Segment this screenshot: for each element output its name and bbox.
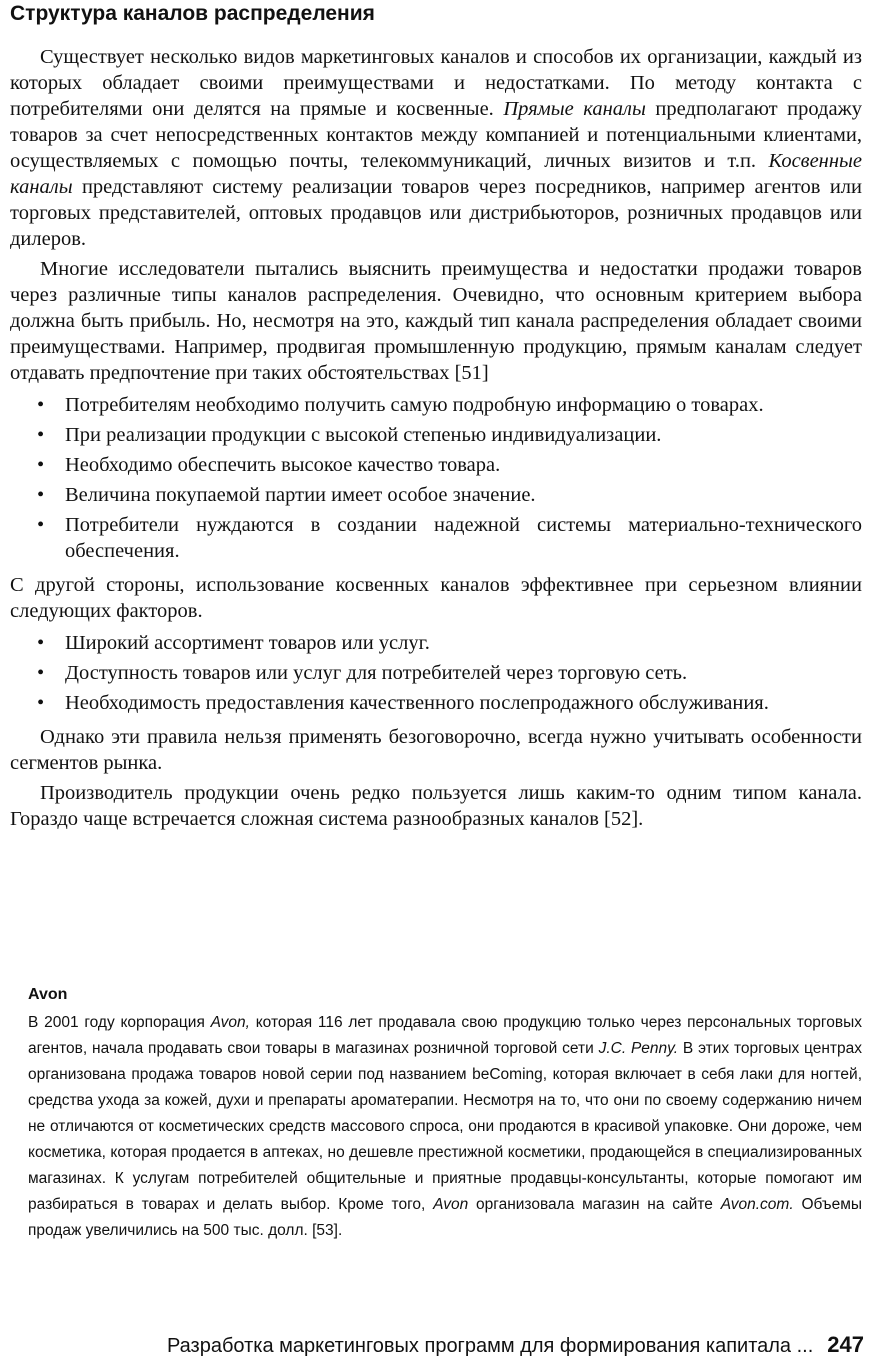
box-text-part: В этих торговых центрах организована продажа товаров новой серии под названием beComing, которая включает в себя лаки для ногтей, средства ухода за кожей, духи и препараты ароматерапии. Несмотря на то, что они по своему содержанию ничем не отличаются от косметических средств массового спроса, они продаются в красивой упаковке. Они дороже, чем косметика, которая продается в аптеках, но дешевле престижной косметики, продающейся в специализированных магазинах. К услугам потребителей общительные и приятные продавцы-консультанты, которые помогают им разбираться в товарах и делать выбор. Кроме того, bbox=[28, 1040, 863, 1213]
list-item: • Величина покупаемой партии имеет особое значение. bbox=[10, 482, 862, 508]
box-text bbox=[28, 1010, 862, 1244]
paragraph-1 bbox=[10, 44, 862, 252]
list-indirect-channels bbox=[10, 630, 862, 716]
term-direct-channels: Прямые каналы bbox=[503, 98, 646, 120]
box-text-part: организовала магазин на сайте bbox=[468, 1196, 721, 1213]
box-title: Avon bbox=[28, 986, 68, 1003]
list-direct-channels bbox=[10, 392, 862, 564]
paragraph-2: Многие исследователи пытались выяснить преимущества и недостатки продажи товаров через различные типы каналов распределения. Очевидно, что основным критерием выбора должна быть прибыль. Но, несмотря на это, каждый тип канала распределения обладает своими преимуществами. Например, продвигая промышленную продукцию, прямым каналам следует отдавать предпочтение при таких обстоятельствах [51] bbox=[10, 258, 862, 384]
box-italic: Avon bbox=[433, 1196, 469, 1213]
list-item: • Потребителям необходимо получить самую подробную информацию о товарах. bbox=[10, 392, 862, 418]
body-text bbox=[10, 44, 862, 836]
box-italic: Avon.com. bbox=[720, 1196, 794, 1213]
avon-case-box bbox=[10, 984, 862, 1244]
box-text-part: которая 116 лет продавала свою продукцию только через персональных торговых агентов, начала продавать свои товары в магазинах розничной торговой сети bbox=[28, 1014, 862, 1057]
paragraph-5: Производитель продукции очень редко пользуется лишь каким-то одним типом канала. Гораздо чаще встречается сложная система разнообразных каналов [52]. bbox=[10, 782, 862, 830]
page-footer bbox=[167, 1331, 864, 1360]
box-text-part: Объемы продаж увеличились на 500 тыс. долл. [53]. bbox=[28, 1196, 862, 1239]
p1-part-a: Существует несколько видов маркетинговых каналов и способов их организации, каждый из которых обладает своими преимуществами и недостатками. По методу контакта с потребителями они делятся на прямые и косвенные. bbox=[10, 46, 862, 120]
list-item: • Необходимость предоставления качественного послепродажного обслуживания. bbox=[10, 690, 862, 716]
list-item: • Широкий ассортимент товаров или услуг. bbox=[10, 630, 862, 656]
box-text-part: В 2001 году корпорация bbox=[28, 1014, 211, 1031]
section-title: Структура каналов распределения bbox=[10, 2, 375, 25]
term-indirect-channels: Косвенные каналы bbox=[10, 150, 862, 198]
paragraph-3: С другой стороны, использование косвенных каналов эффективнее при серьезном влиянии следующих факторов. bbox=[10, 574, 862, 622]
p1-part-b: предполагают продажу товаров за счет непосредственных контактов между компанией и потенциальными клиентами, осуществляемых с помощью почты, телекоммуникаций, личных визитов и т.п. bbox=[10, 98, 862, 172]
box-italic: Avon, bbox=[210, 1014, 250, 1031]
list-item: • При реализации продукции с высокой степенью индивидуализации. bbox=[10, 422, 862, 448]
list-item: • Потребители нуждаются в создании надежной системы материально-технического обеспечения. bbox=[10, 512, 862, 564]
paragraph-4: Однако эти правила нельзя применять безоговорочно, всегда нужно учитывать особенности сегментов рынка. bbox=[10, 726, 862, 774]
p1-part-c: представляют систему реализации товаров через посредников, например агентов или торговых представителей, оптовых продавцов или дистрибьюторов, розничных продавцов или дилеров. bbox=[10, 176, 862, 250]
box-italic: J.C. Penny. bbox=[598, 1040, 679, 1057]
running-title: Разработка маркетинговых программ для формирования капитала ... bbox=[166, 1335, 814, 1357]
list-item: • Необходимо обеспечить высокое качество товара. bbox=[10, 452, 862, 478]
page-number: 247 bbox=[827, 1332, 864, 1357]
list-item: • Доступность товаров или услуг для потребителей через торговую сеть. bbox=[10, 660, 862, 686]
